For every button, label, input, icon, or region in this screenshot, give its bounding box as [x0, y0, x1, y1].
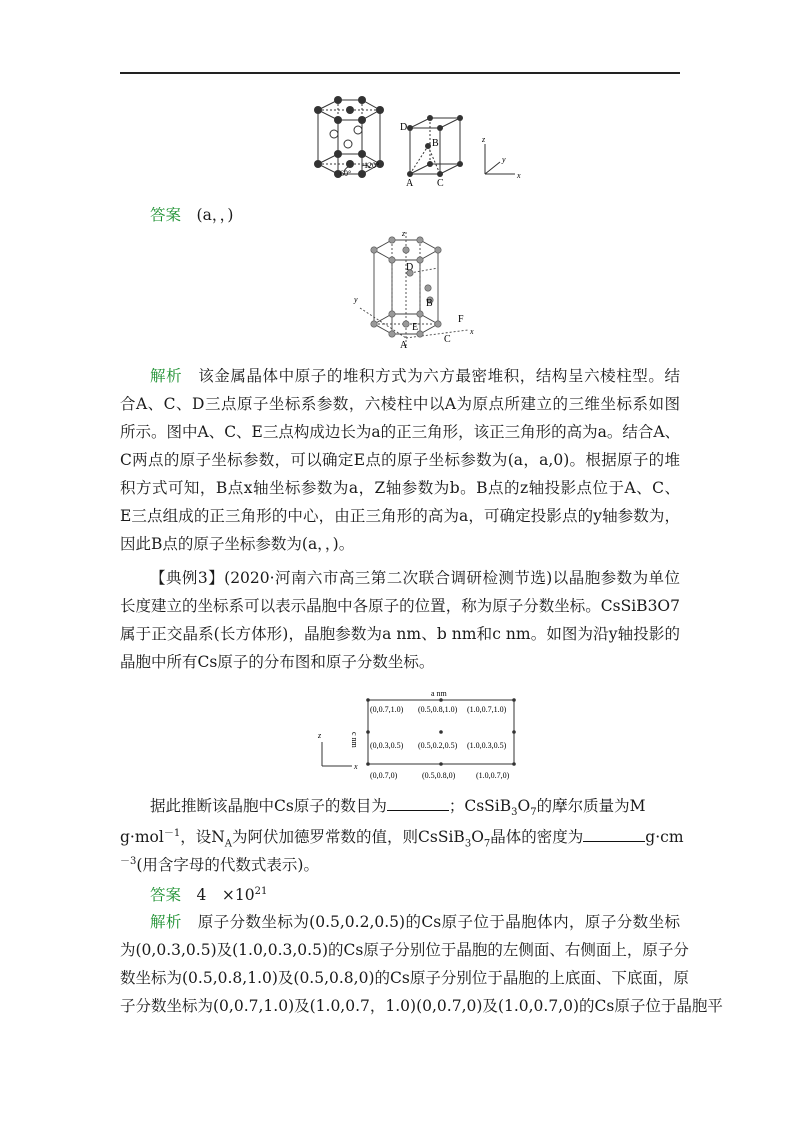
- answer2-text: 4 ×10: [196, 886, 255, 905]
- axis-label-z: z: [482, 135, 486, 144]
- blank-2[interactable]: [583, 827, 645, 842]
- fig2-label-f: F: [458, 314, 464, 325]
- fig3-axis-x: x: [354, 762, 358, 771]
- analysis1-line-3: 所示。图中A、C、E三点构成边长为a的正三角形，该正三角形的高为a。结合A、: [120, 423, 681, 441]
- figure-hexagonal-prism-coords: [350, 228, 480, 350]
- analysis1-line-4: C两点的原子坐标参数，可以确定E点的原子坐标参数为(a，a,0)。根据原子的堆: [120, 451, 680, 469]
- atom-label-a: A: [406, 178, 414, 189]
- fig3-r2c1: (0,0.3,0.5): [370, 741, 404, 750]
- analysis1-line-1: 解析 该金属晶体中原子的堆积方式为六方最密堆积，结构呈六棱柱型。结: [150, 367, 680, 385]
- example3-line-1: 【典例3】(2020·河南六市高三第二次联合调研检测节选)以晶胞参数为单位: [150, 569, 680, 587]
- axis-label-x: x: [517, 171, 521, 180]
- axis-label-y: y: [502, 155, 506, 164]
- answer1-text: (a，，): [196, 206, 234, 224]
- analysis2-line-2: 为(0,0.3,0.5)及(1.0,0.3,0.5)的Cs原子分别位于晶胞的左侧面、右侧面上，原子分: [120, 941, 689, 959]
- answer1: [150, 203, 450, 227]
- fig2-axis-z: z: [402, 229, 406, 238]
- fig2-axis-y: y: [354, 295, 358, 304]
- analysis1-line-7: 因此B点的原子坐标参数为(a，，)。: [120, 535, 355, 553]
- analysis2-line-4: 子分数坐标为(0,0.7,1.0)及(1.0,0.7，1.0)(0,0.7,0)及(1.0,0.7,0)的Cs原子位于晶胞平: [120, 997, 723, 1015]
- fig2-axis-x: x: [470, 327, 474, 336]
- fig3-r2c2: (0.5,0.2,0.5): [418, 741, 458, 750]
- question-line-1: 据此推断该晶胞中Cs原子的数目为 ；$CsSiB_3O_7$的摩尔质量为M: [150, 797, 646, 819]
- fig2-label-c: C: [444, 334, 451, 345]
- analysis2-label: 解析: [150, 913, 182, 931]
- analysis1-label: 解析: [150, 367, 183, 385]
- fig3-r1c3: (1.0,0.7,1.0): [467, 705, 507, 714]
- fig3-r3c1: (0,0.7,0): [370, 771, 398, 780]
- figure-hcp-structures: [300, 94, 530, 190]
- fig2-label-e: E: [412, 322, 419, 333]
- example3-line-4: 晶胞中所有Cs原子的分布图和原子分数坐标。: [120, 653, 435, 671]
- answer2-label: 答案: [150, 886, 182, 905]
- atom-label-d: D: [400, 122, 408, 133]
- question-line-3: $^{-3}$(用含字母的代数式表示)。: [120, 856, 319, 875]
- analysis2-line-1: 解析 原子分数坐标为(0.5,0.2,0.5)的Cs原子位于晶胞体内，原子分数坐标: [150, 913, 680, 931]
- fig3-side-label: c nm: [350, 732, 359, 748]
- header-rule: [120, 72, 680, 74]
- fig3-r3c3: (1.0,0.7,0): [476, 771, 510, 780]
- fig3-top-label: a nm: [431, 689, 447, 698]
- fig2-label-a: A: [400, 340, 408, 350]
- blank-1[interactable]: [387, 796, 449, 811]
- fig3-r3c2: (0.5,0.8,0): [422, 771, 456, 780]
- figure-cs-projection: [300, 686, 530, 786]
- example3-line-3: 属于正交晶系(长方体形)，晶胞参数为a nm、b nm和c nm。如图为沿y轴投影的: [120, 625, 680, 643]
- angle-label-120: 120°: [364, 161, 380, 170]
- fig3-axis-z: z: [318, 731, 322, 740]
- fig2-label-d: D: [406, 262, 414, 273]
- angle-label-60: 60°: [340, 169, 352, 178]
- analysis1-line-5: 积方式可知，B点x轴坐标参数为a，Z轴参数为b。B点的z轴投影点位于A、C、: [120, 479, 680, 497]
- analysis1-line-2: 合A、C、D三点原子坐标系参数，六棱柱中以A为原点所建立的三维坐标系如图: [120, 395, 680, 413]
- fig3-r2c3: (1.0,0.3,0.5): [467, 741, 507, 750]
- atom-label-b: B: [432, 138, 439, 149]
- example3-line-2: 长度建立的坐标系可以表示晶胞中各原子的位置，称为原子分数坐标。CsSiB3O7: [120, 597, 680, 615]
- fig3-r1c2: (0.5,0.8,1.0): [418, 705, 458, 714]
- atom-label-c: C: [437, 178, 444, 189]
- question-line-2: g·mol$^{-1}$，设$N_A$为阿伏加德罗常数的值，则$CsSiB_3O_7$晶体的密度为 g·cm: [120, 828, 684, 850]
- analysis2-line-3: 数坐标为(0.5,0.8,1.0)及(0.5,0.8,0)的Cs原子分别位于晶胞的上底面、下底面，原: [120, 969, 689, 987]
- fig2-label-b: B: [426, 298, 433, 309]
- fig3-r1c1: (0,0.7,1.0): [370, 705, 404, 714]
- answer2: 答案 4 $\times 10^{21}$: [150, 886, 268, 905]
- answer1-label: 答案: [150, 206, 182, 224]
- analysis1-line-6: E三点组成的正三角形的中心，由正三角形的高为a，可确定投影点的y轴参数为，: [120, 507, 680, 525]
